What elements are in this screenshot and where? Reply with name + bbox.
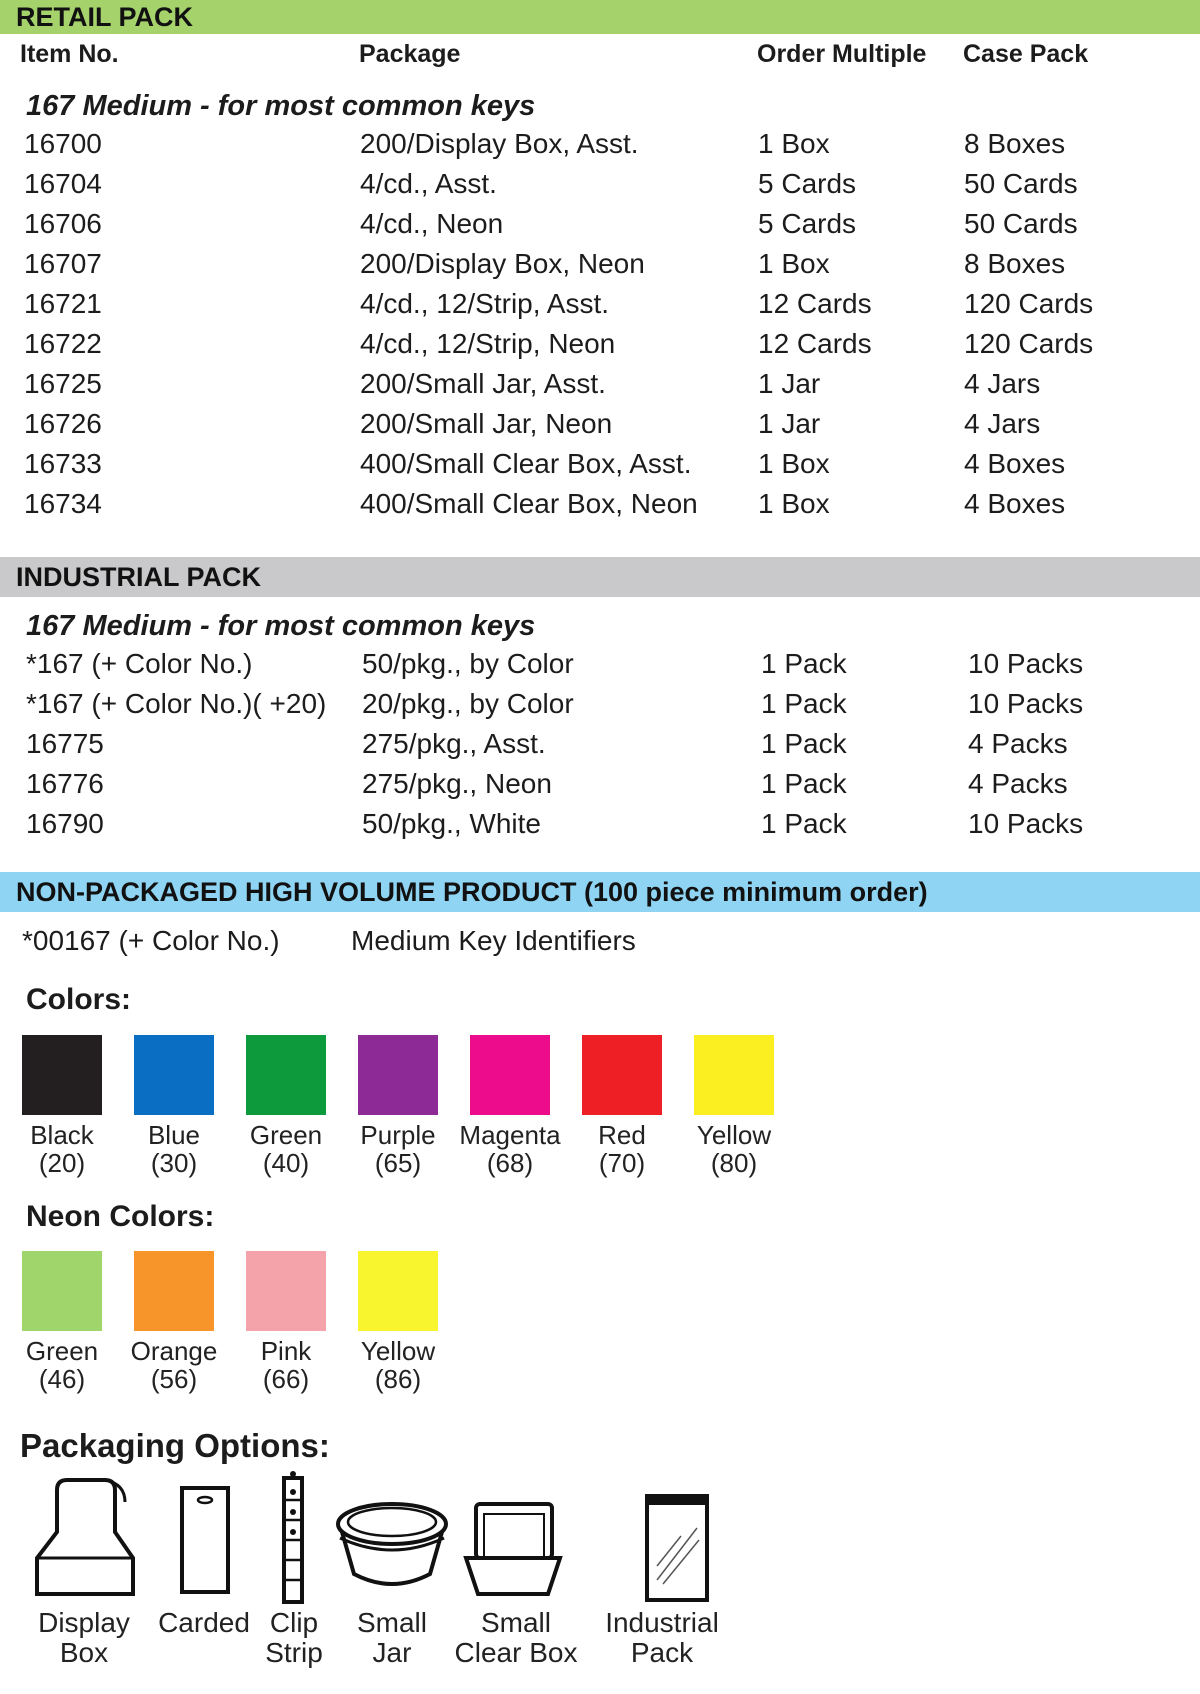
color-label	[118, 1337, 230, 1393]
color-swatch	[118, 1035, 230, 1177]
order-multiple-cell: 1 Pack	[761, 648, 847, 679]
table-row	[0, 248, 1200, 288]
table-row	[0, 208, 1200, 248]
color-swatch	[342, 1251, 454, 1393]
order-multiple-cell: 5 Cards	[758, 168, 857, 199]
color-label	[342, 1337, 454, 1393]
package-cell: 4/cd., Asst.	[360, 168, 497, 199]
neon-colors-heading: Neon Colors:	[26, 1200, 215, 1233]
color-chip	[134, 1035, 214, 1115]
color-swatch	[678, 1035, 790, 1177]
item-no-cell: 16707	[24, 248, 102, 279]
order-multiple-cell: 1 Box	[758, 448, 830, 479]
display-box-icon	[29, 1470, 139, 1600]
item-no-cell: 16700	[24, 128, 102, 159]
item-no-cell: 16722	[24, 328, 102, 359]
order-multiple-cell: 1 Jar	[758, 368, 821, 399]
case-pack-cell: 8 Boxes	[964, 128, 1066, 159]
color-chip	[22, 1251, 102, 1331]
color-code: (20)	[38, 1148, 86, 1178]
case-pack-cell: 50 Cards	[964, 208, 1078, 239]
case-pack-cell: 4 Jars	[964, 368, 1041, 399]
order-multiple-cell: 12 Cards	[758, 328, 872, 359]
packaging-label: Clip Strip	[265, 1607, 323, 1668]
table-row	[0, 328, 1200, 368]
item-no-cell: 16726	[24, 408, 102, 439]
order-multiple-cell: 1 Pack	[761, 768, 847, 799]
item-no-cell: 16790	[26, 808, 104, 839]
color-chip	[582, 1035, 662, 1115]
color-label	[342, 1121, 454, 1177]
col-case-pack: Case Pack	[963, 40, 1089, 68]
industrial-pack-header	[0, 557, 1200, 597]
table-row	[0, 808, 1200, 848]
small-jar-icon	[332, 1470, 452, 1600]
packaging-industrial-pack	[592, 1470, 732, 1668]
retail-pack-title: RETAIL PACK	[16, 1, 194, 32]
table-row	[0, 688, 1200, 728]
retail-subtitle: 167 Medium - for most common keys	[26, 90, 536, 122]
package-cell: 200/Display Box, Neon	[360, 248, 645, 279]
item-no-cell: 16733	[24, 448, 102, 479]
table-row	[0, 648, 1200, 688]
order-multiple-cell: 1 Pack	[761, 808, 847, 839]
industrial-pack-title: INDUSTRIAL PACK	[16, 561, 262, 592]
color-label	[6, 1337, 118, 1393]
color-chip	[470, 1035, 550, 1115]
order-multiple-cell: 12 Cards	[758, 288, 872, 319]
color-name: Magenta	[459, 1120, 561, 1150]
color-label	[230, 1121, 342, 1177]
table-row	[0, 728, 1200, 768]
color-label	[230, 1337, 342, 1393]
color-label	[454, 1121, 566, 1177]
case-pack-cell: 4 Boxes	[964, 488, 1066, 519]
case-pack-cell: 50 Cards	[964, 168, 1078, 199]
retail-table	[0, 128, 1200, 528]
packaging-options	[0, 1470, 1200, 1694]
color-chip	[358, 1251, 438, 1331]
color-swatch	[454, 1035, 566, 1177]
non-packaged-header	[0, 872, 1200, 912]
color-swatch	[6, 1035, 118, 1177]
case-pack-cell: 120 Cards	[964, 288, 1094, 319]
package-cell: 4/cd., 12/Strip, Asst.	[360, 288, 610, 319]
table-row	[0, 408, 1200, 448]
table-header	[0, 40, 1200, 76]
packaging-label: Small Jar	[356, 1607, 427, 1668]
package-cell: 275/pkg., Neon	[362, 768, 552, 799]
industrial-subtitle: 167 Medium - for most common keys	[26, 610, 536, 642]
item-no-cell: *167 (+ Color No.)	[26, 648, 253, 679]
color-name: Pink	[260, 1336, 312, 1366]
case-pack-cell: 4 Packs	[968, 768, 1068, 799]
table-row	[0, 488, 1200, 528]
table-row	[0, 368, 1200, 408]
color-name: Green	[249, 1120, 323, 1150]
package-cell: 200/Small Jar, Neon	[360, 408, 613, 439]
non-packaged-title: NON-PACKAGED HIGH VOLUME PRODUCT (100 piece minimum order)	[16, 876, 928, 907]
color-chip	[358, 1035, 438, 1115]
color-label	[678, 1121, 790, 1177]
color-code: (70)	[598, 1148, 646, 1178]
color-name: Green	[25, 1336, 99, 1366]
color-code: (65)	[374, 1148, 422, 1178]
case-pack-cell: 120 Cards	[964, 328, 1094, 359]
color-chip	[246, 1251, 326, 1331]
col-order-multiple: Order Multiple	[757, 40, 927, 68]
color-code: (80)	[710, 1148, 758, 1178]
color-chip	[134, 1251, 214, 1331]
color-label	[6, 1121, 118, 1177]
packaging-label: Display Box	[38, 1607, 130, 1668]
color-label	[118, 1121, 230, 1177]
packaging-small-jar	[322, 1470, 462, 1668]
package-cell: 4/cd., Neon	[360, 208, 504, 239]
package-cell: 275/pkg., Asst.	[362, 728, 546, 759]
color-chip	[694, 1035, 774, 1115]
color-code: (46)	[38, 1364, 86, 1394]
item-no-cell: 16721	[24, 288, 102, 319]
item-no-cell: 16734	[24, 488, 102, 519]
retail-pack-header	[0, 0, 1200, 34]
color-code: (56)	[150, 1364, 198, 1394]
table-row	[0, 128, 1200, 168]
package-cell: 4/cd., 12/Strip, Neon	[360, 328, 616, 359]
packaging-label: Industrial Pack	[605, 1607, 719, 1668]
table-row	[0, 288, 1200, 328]
package-cell: 50/pkg., by Color	[362, 648, 574, 679]
item-no-cell: 16776	[26, 768, 104, 799]
order-multiple-cell: 1 Box	[758, 488, 830, 519]
item-no-cell: 16725	[24, 368, 102, 399]
order-multiple-cell: 1 Pack	[761, 688, 847, 719]
package-cell: 20/pkg., by Color	[362, 688, 574, 719]
package-cell: 200/Display Box, Asst.	[360, 128, 639, 159]
color-swatch	[230, 1035, 342, 1177]
color-swatch	[566, 1035, 678, 1177]
small-clear-box-icon	[456, 1470, 576, 1600]
color-code: (86)	[374, 1364, 422, 1394]
color-chip	[246, 1035, 326, 1115]
color-name: Blue	[147, 1120, 201, 1150]
col-item-no: Item No.	[20, 40, 119, 68]
color-swatch	[118, 1251, 230, 1393]
packaging-label: Carded	[158, 1607, 250, 1638]
colors-heading: Colors:	[26, 983, 131, 1016]
non-packaged-description: Medium Key Identifiers	[351, 925, 636, 956]
color-code: (40)	[262, 1148, 310, 1178]
col-package: Package	[359, 40, 461, 68]
item-no-cell: 16706	[24, 208, 102, 239]
industrial-pack-icon	[607, 1470, 717, 1605]
color-name: Yellow	[360, 1336, 436, 1366]
order-multiple-cell: 1 Box	[758, 128, 830, 159]
color-code: (66)	[262, 1364, 310, 1394]
package-cell: 400/Small Clear Box, Asst.	[360, 448, 692, 479]
color-name: Purple	[360, 1120, 436, 1150]
item-no-cell: 16704	[24, 168, 102, 199]
order-multiple-cell: 1 Pack	[761, 728, 847, 759]
case-pack-cell: 4 Boxes	[964, 448, 1066, 479]
table-row	[0, 168, 1200, 208]
color-swatch	[342, 1035, 454, 1177]
packaging-small-clear-box	[446, 1470, 586, 1668]
packaging-label: Small Clear Box	[454, 1607, 578, 1668]
color-chip	[22, 1035, 102, 1115]
package-cell: 400/Small Clear Box, Neon	[360, 488, 698, 519]
non-packaged-item: *00167 (+ Color No.)	[22, 925, 280, 956]
case-pack-cell: 10 Packs	[968, 808, 1084, 839]
item-no-cell: *167 (+ Color No.)( +20)	[26, 688, 327, 719]
case-pack-cell: 4 Packs	[968, 728, 1068, 759]
industrial-table	[0, 648, 1200, 848]
case-pack-cell: 8 Boxes	[964, 248, 1066, 279]
package-cell: 200/Small Jar, Asst.	[360, 368, 606, 399]
color-name: Yellow	[696, 1120, 772, 1150]
color-swatch	[230, 1251, 342, 1393]
packaging-heading: Packaging Options:	[20, 1427, 330, 1464]
case-pack-cell: 4 Jars	[964, 408, 1041, 439]
color-name: Red	[598, 1120, 646, 1150]
order-multiple-cell: 1 Jar	[758, 408, 821, 439]
case-pack-cell: 10 Packs	[968, 688, 1084, 719]
color-name: Orange	[130, 1336, 218, 1366]
order-multiple-cell: 1 Box	[758, 248, 830, 279]
color-name: Black	[30, 1120, 94, 1150]
color-label	[566, 1121, 678, 1177]
item-no-cell: 16775	[26, 728, 104, 759]
color-code: (30)	[150, 1148, 198, 1178]
package-cell: 50/pkg., White	[362, 808, 541, 839]
packaging-display-box	[14, 1470, 154, 1668]
case-pack-cell: 10 Packs	[968, 648, 1084, 679]
order-multiple-cell: 5 Cards	[758, 208, 857, 239]
color-code: (68)	[486, 1148, 534, 1178]
table-row	[0, 448, 1200, 488]
color-swatch	[6, 1251, 118, 1393]
table-row	[0, 768, 1200, 808]
